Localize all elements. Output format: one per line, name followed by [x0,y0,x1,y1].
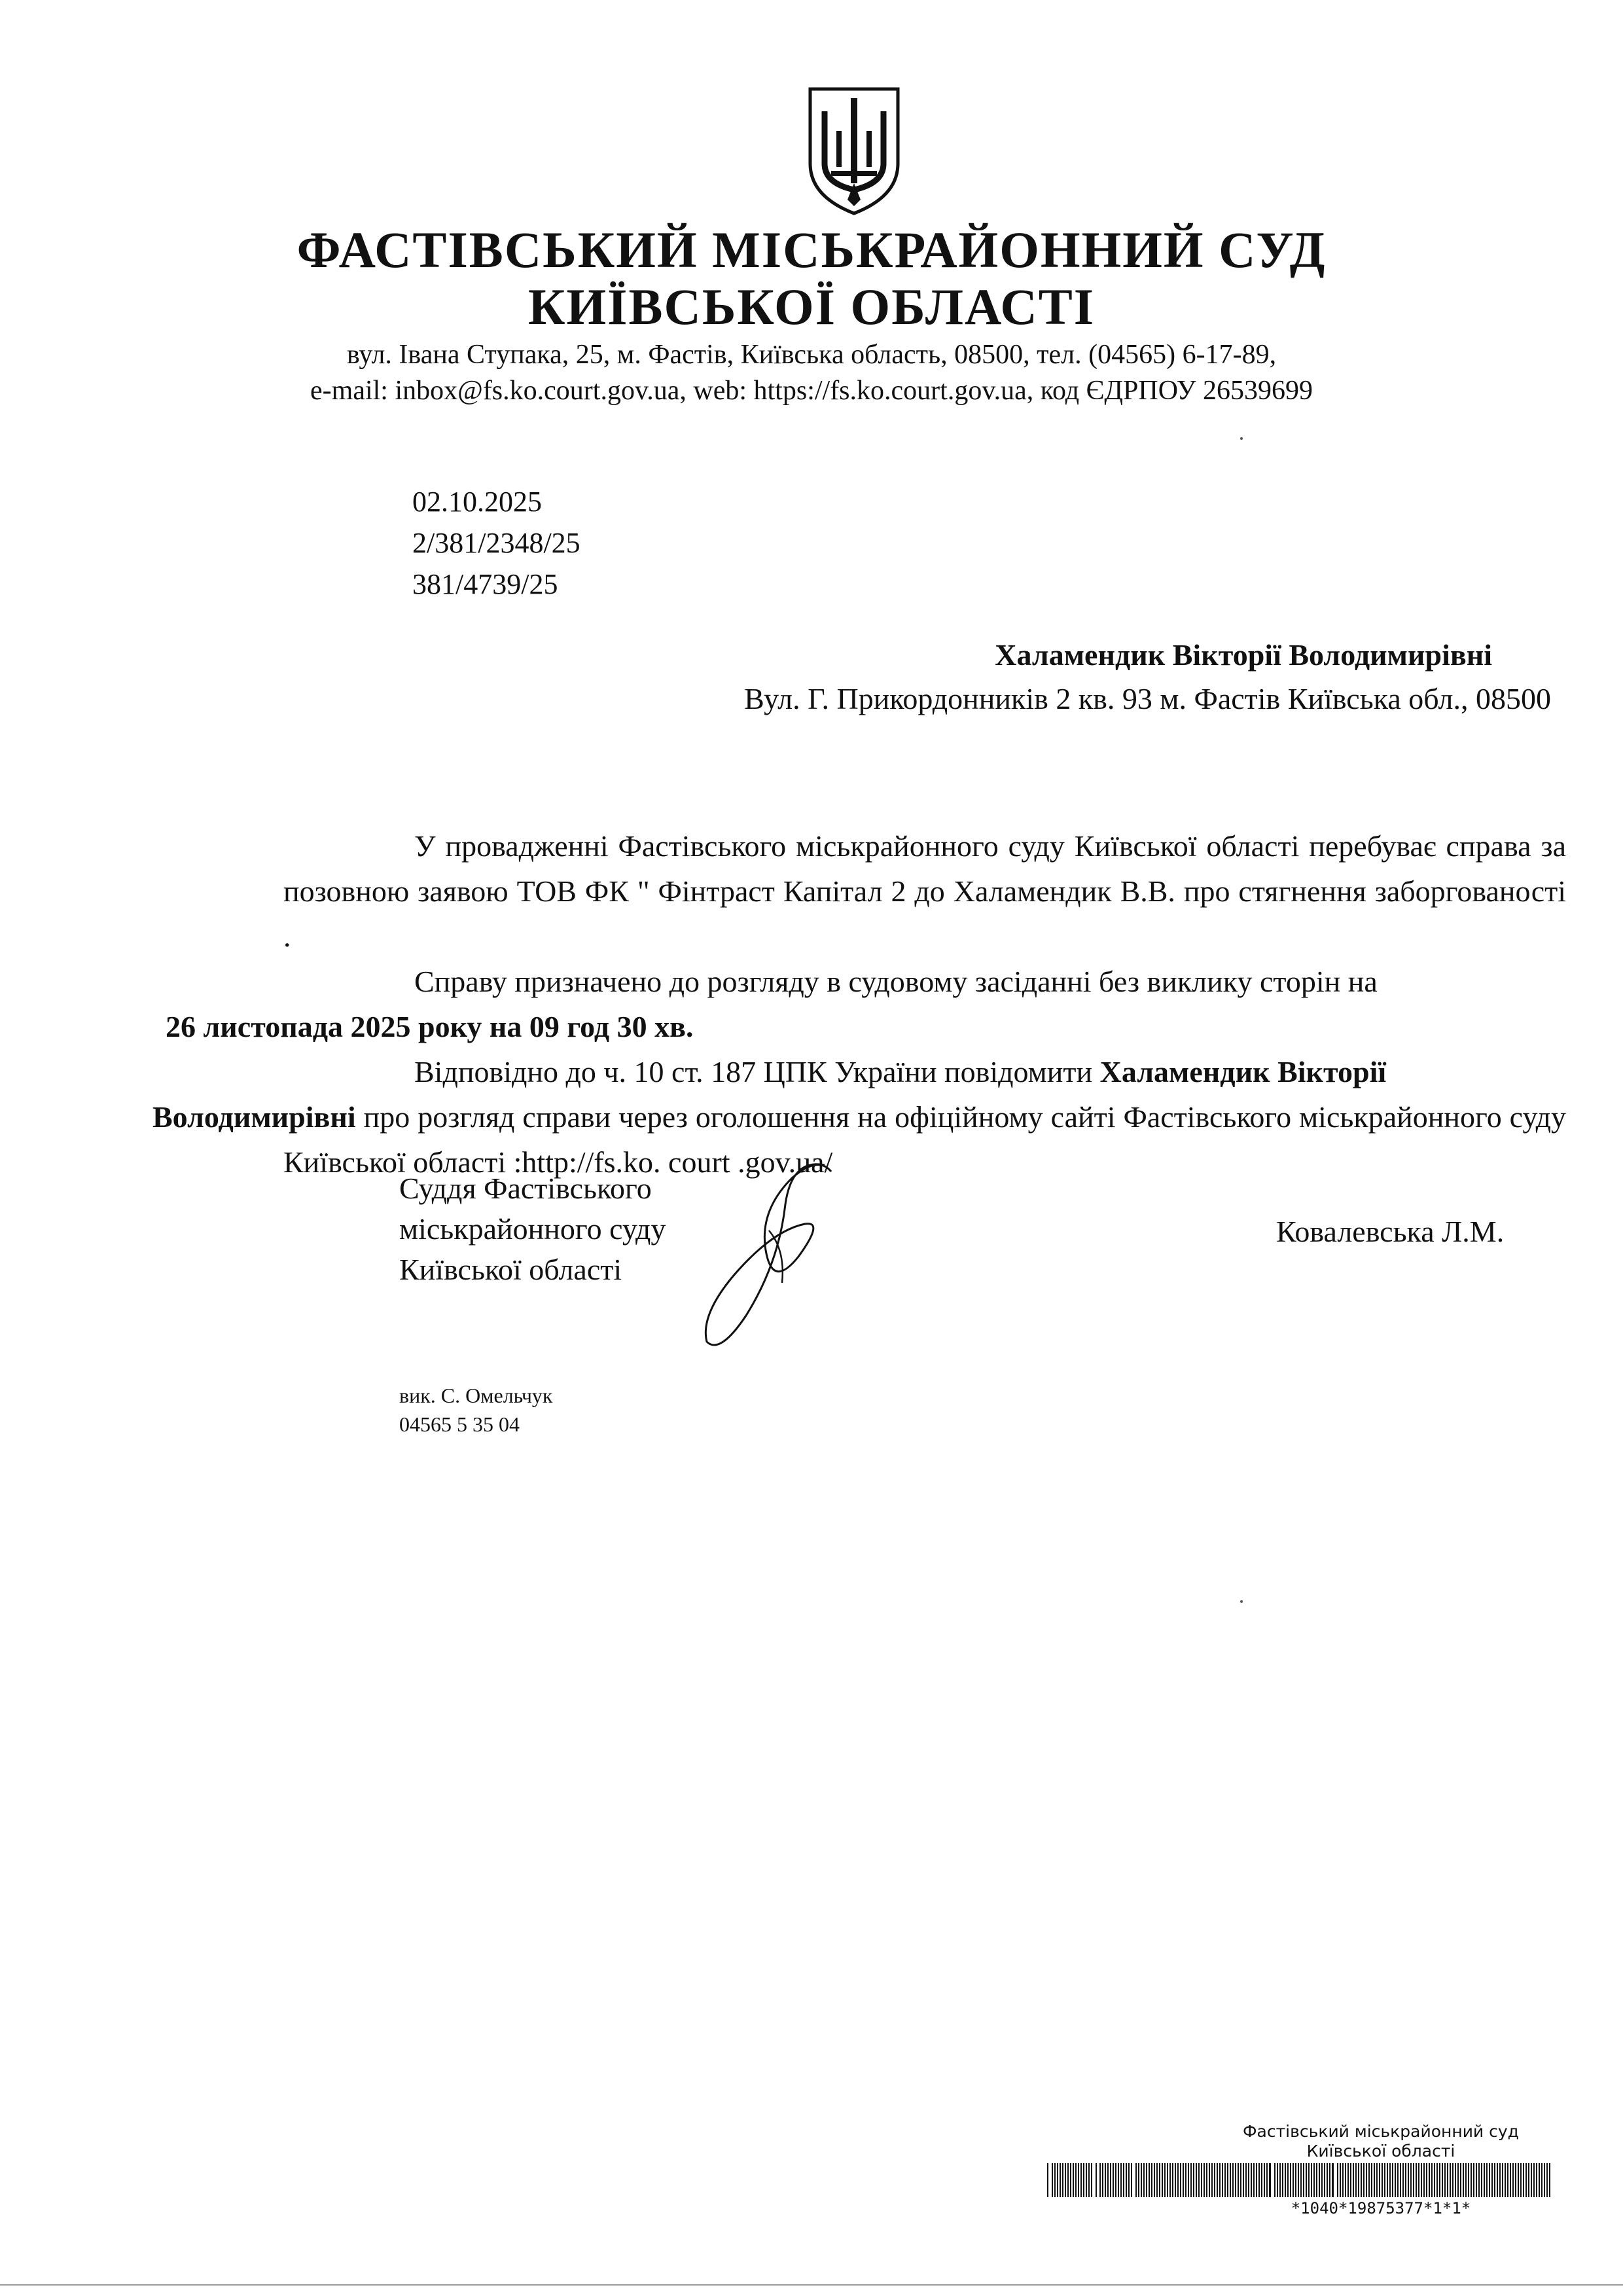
barcode-bar [1120,2163,1122,2197]
barcode-bar [1471,2163,1472,2197]
barcode-bar [1536,2163,1537,2197]
court-address: вул. Івана Ступака, 25, м. Фастів, Київська область, 08500, тел. (04565) 6-17-89, [346,340,1277,370]
barcode-bar [1442,2163,1443,2197]
barcode-bar [1332,2163,1334,2197]
barcode-bar [1413,2163,1414,2197]
barcode-bar [1279,2163,1281,2197]
barcode-bar [1149,2163,1150,2197]
barcode-bar [1300,2163,1302,2197]
barcode-bar [1465,2163,1467,2197]
barcode-court-label: Фастівський міськрайонний суд [1243,2122,1519,2141]
barcode-bar [1217,2163,1218,2197]
barcode-bar [1146,2163,1147,2197]
barcode-bar [1115,2163,1116,2197]
barcode-bar [1206,2163,1207,2197]
barcode-bar [1102,2163,1103,2197]
barcode-bar [1135,2163,1137,2197]
barcode-bar [1408,2163,1409,2197]
barcode-bar [1177,2163,1179,2197]
barcode-bar [1368,2163,1370,2197]
barcode-bar [1525,2163,1527,2197]
barcode-bar [1230,2163,1231,2197]
barcode-bar [1227,2163,1228,2197]
barcode-bar [1515,2163,1516,2197]
court-name-line1: ФАСТІВСЬКИЙ МІСЬКРАЙОННИЙ СУД [296,221,1327,278]
barcode-bar [1214,2163,1215,2197]
barcode-bar [1512,2163,1514,2197]
barcode-bar [1156,2163,1158,2197]
barcode-bar [1123,2163,1124,2197]
scan-dot [1240,437,1243,440]
barcode-bar [1131,2163,1132,2197]
hearing-datetime: 26 листопада 2025 року на 09 год 30 хв. [166,1010,694,1043]
barcode-bar [1062,2163,1063,2197]
barcode-bar [1047,2163,1048,2197]
barcode-bar [1211,2163,1213,2197]
barcode-bar [1096,2163,1097,2197]
barcode-bar [1455,2163,1456,2197]
barcode-bar [1345,2163,1346,2197]
barcode-bar [1431,2163,1433,2197]
barcode-bar [1353,2163,1354,2197]
barcode-bar [1143,2163,1145,2197]
barcode-bar [1324,2163,1325,2197]
barcode-bar [1316,2163,1317,2197]
barcode-bar [1392,2163,1393,2197]
barcode-bar [1175,2163,1176,2197]
barcode-bar [1193,2163,1194,2197]
barcode-bar [1371,2163,1372,2197]
barcode-bar [1355,2163,1357,2197]
barcode-bar [1113,2163,1114,2197]
barcode-bar [1382,2163,1383,2197]
barcode-bar [1141,2163,1142,2197]
barcode-bar [1505,2163,1506,2197]
barcode-bar [1436,2163,1438,2197]
barcode-bar [1397,2163,1399,2197]
barcode-bar [1499,2163,1501,2197]
barcode-bar [1468,2163,1469,2197]
recipient-name: Халамендик Вікторії Володимирівні [995,638,1492,672]
barcode-bar [1105,2163,1106,2197]
barcode-bar [1118,2163,1119,2197]
barcode-bar [1400,2163,1401,2197]
barcode-bar [1481,2163,1482,2197]
barcode-bar [1164,2163,1166,2197]
barcode-bar [1444,2163,1446,2197]
barcode-bar [1366,2163,1367,2197]
barcode-bar [1235,2163,1236,2197]
barcode-bar [1083,2163,1084,2197]
barcode-bar [1473,2163,1474,2197]
barcode-bar [1078,2163,1079,2197]
barcode-bar [1497,2163,1498,2197]
barcode-bar [1520,2163,1522,2197]
barcode-bar [1350,2163,1351,2197]
barcode-bar [1067,2163,1069,2197]
barcode-bar [1491,2163,1493,2197]
barcode-bar [1405,2163,1406,2197]
barcode-bar [1172,2163,1173,2197]
barcode-bar [1075,2163,1077,2197]
barcode-bar [1395,2163,1396,2197]
barcode-bar [1209,2163,1210,2197]
barcode-bar [1387,2163,1388,2197]
document-date: 02.10.2025 [412,486,542,518]
barcode-bar [1091,2163,1092,2197]
barcode-bar [1549,2163,1550,2197]
barcode-bar [1389,2163,1391,2197]
barcode-bar [1450,2163,1451,2197]
barcode-bar [1052,2163,1053,2197]
barcode-bar [1502,2163,1503,2197]
barcode-bar [1065,2163,1066,2197]
recipient-address: Вул. Г. Прикордонників 2 кв. 93 м. Фастів Київська обл., 08500 [744,682,1551,715]
barcode-bar [1180,2163,1181,2197]
barcode-bar [1274,2163,1275,2197]
executor-info: вик. С. Омельчук 04565 5 35 04 [399,1384,553,1436]
barcode-bar [1528,2163,1529,2197]
trident-emblem [805,85,903,216]
barcode-bar [1293,2163,1294,2197]
barcode-bar [1489,2163,1490,2197]
letter-body [152,823,1566,1185]
barcode-bar [1245,2163,1247,2197]
barcode-bar [1358,2163,1359,2197]
barcode-bar [1159,2163,1160,2197]
barcode-bar [1232,2163,1234,2197]
barcode-bar [1308,2163,1310,2197]
barcode-bar [1452,2163,1454,2197]
barcode-bar [1298,2163,1299,2197]
barcode-bar [1313,2163,1315,2197]
barcode-bar [1539,2163,1540,2197]
barcode-bar [1243,2163,1244,2197]
barcode-bar [1486,2163,1488,2197]
barcode-bar [1523,2163,1524,2197]
barcode-bar [1361,2163,1362,2197]
barcode-bar [1531,2163,1532,2197]
case-number: 2/381/2348/25 [412,527,580,559]
barcode-bar [1196,2163,1197,2197]
barcode-bar [1429,2163,1430,2197]
barcode-bar [1110,2163,1111,2197]
scan-edge-line [0,2284,1623,2286]
barcode-bar [1253,2163,1255,2197]
barcode-bar [1421,2163,1422,2197]
barcode-bar [1256,2163,1257,2197]
handwritten-signature [694,1152,844,1368]
barcode-bar [1057,2163,1058,2197]
barcode-bar [1185,2163,1186,2197]
barcode-bar [1126,2163,1127,2197]
barcode-bar [1277,2163,1278,2197]
barcode-bar [1282,2163,1283,2197]
barcode-bar [1402,2163,1404,2197]
barcode-bar [1518,2163,1519,2197]
scan-dot [1240,1600,1243,1603]
barcode-bar [1306,2163,1307,2197]
barcode-bar [1238,2163,1239,2197]
barcode-bar [1070,2163,1071,2197]
barcode-bar [1426,2163,1427,2197]
barcode-bar [1154,2163,1155,2197]
barcode-bar [1327,2163,1328,2197]
barcode-bar [1167,2163,1168,2197]
proceeding-number: 381/4739/25 [412,568,558,600]
court-name-line2: КИЇВСЬКОЇ ОБЛАСТІ [527,278,1096,335]
barcode-bar [1162,2163,1163,2197]
barcode-bar [1201,2163,1202,2197]
barcode-bar [1484,2163,1485,2197]
barcode-bar [1337,2163,1338,2197]
barcode-bar [1476,2163,1477,2197]
barcode-bar [1099,2163,1101,2197]
barcode-bar [1510,2163,1511,2197]
barcode-bar [1410,2163,1412,2197]
barcode-bar [1290,2163,1291,2197]
barcode-bar [1264,2163,1265,2197]
barcode-bar [1494,2163,1495,2197]
barcode-region-label: Київської області [1306,2142,1455,2161]
barcode-bar [1303,2163,1304,2197]
barcode-bar [1285,2163,1286,2197]
barcode-bar [1418,2163,1419,2197]
barcode-bar [1080,2163,1082,2197]
court-contacts: e-mail: inbox@fs.ko.court.gov.ua, web: https://fs.ko.court.gov.ua, код ЄДРПОУ 26539699 [310,376,1313,406]
barcode-bar [1198,2163,1200,2197]
barcode-bar [1107,2163,1109,2197]
barcode-bar [1460,2163,1461,2197]
barcode-bar [1363,2163,1364,2197]
barcode-bar [1169,2163,1171,2197]
barcode-bar [1248,2163,1249,2197]
barcode-bar [1287,2163,1289,2197]
barcode-bar [1416,2163,1417,2197]
barcode-bar [1541,2163,1543,2197]
barcode-bar [1384,2163,1385,2197]
barcode-bar [1311,2163,1312,2197]
paragraph-notice: Відповідно до ч. 10 ст. 187 ЦПК України повідомити Халамендик Вікторії Володимирівні про розгляд справи через оголошення на офіційному сайті Фастівського міськрайонного суду Київської області :http://fs.ko. court .gov.ua/ [152,1055,1566,1179]
barcode-bar [1128,2163,1130,2197]
barcode-bar [1376,2163,1378,2197]
barcode-bar [1204,2163,1205,2197]
barcode-bar [1478,2163,1480,2197]
judge-title: Суддя Фастівського міськрайонного суду Київської області [399,1172,666,1286]
barcode-bar [1533,2163,1535,2197]
barcode-bar [1088,2163,1090,2197]
barcode-bar [1251,2163,1252,2197]
barcode-bar [1544,2163,1545,2197]
barcode-bar [1439,2163,1440,2197]
barcode-bar [1507,2163,1508,2197]
barcode-bar [1546,2163,1548,2197]
barcode-bar [1463,2163,1464,2197]
judge-name: Ковалевська Л.М. [1276,1215,1505,1248]
barcode-bar [1295,2163,1296,2197]
barcode-bar [1224,2163,1226,2197]
barcode-bar [1374,2163,1375,2197]
barcode-bar [1423,2163,1425,2197]
barcode-bar [1269,2163,1271,2197]
paragraph-hearing: Справу призначено до розгляду в судовому засіданні без виклику сторін на 26 листопада 2025 року на 09 год 30 хв. [166,965,1378,1043]
barcode-bar [1347,2163,1349,2197]
barcode-number: *1040*19875377*1*1* [1291,2199,1471,2217]
barcode-bar [1342,2163,1344,2197]
barcode-bar [1266,2163,1268,2197]
barcode-bar [1086,2163,1087,2197]
barcode-bar [1240,2163,1241,2197]
barcode-bar [1321,2163,1323,2197]
barcode-bar [1073,2163,1074,2197]
barcode-bar [1319,2163,1320,2197]
barcode-bar [1190,2163,1192,2197]
barcode-bar [1434,2163,1435,2197]
barcode-bar [1060,2163,1061,2197]
barcode-bar [1261,2163,1262,2197]
barcode-bar [1329,2163,1330,2197]
barcode-bar [1054,2163,1056,2197]
barcode [1047,2163,1551,2197]
barcode-bar [1379,2163,1380,2197]
barcode-bar [1151,2163,1152,2197]
barcode-bar [1219,2163,1221,2197]
barcode-bar [1340,2163,1341,2197]
barcode-bar [1258,2163,1260,2197]
paragraph-case: У провадженні Фастівського міськрайонного суду Київської області перебуває справа за позовною заявою ТОВ ФК " Фінтраст Капітал 2 до Халамендик В.В. про стягнення заборгованості . [283,829,1566,953]
barcode-bar [1457,2163,1459,2197]
barcode-bar [1447,2163,1448,2197]
barcode-bar [1188,2163,1189,2197]
barcode-bar [1138,2163,1139,2197]
barcode-bar [1222,2163,1223,2197]
barcode-bar [1183,2163,1184,2197]
